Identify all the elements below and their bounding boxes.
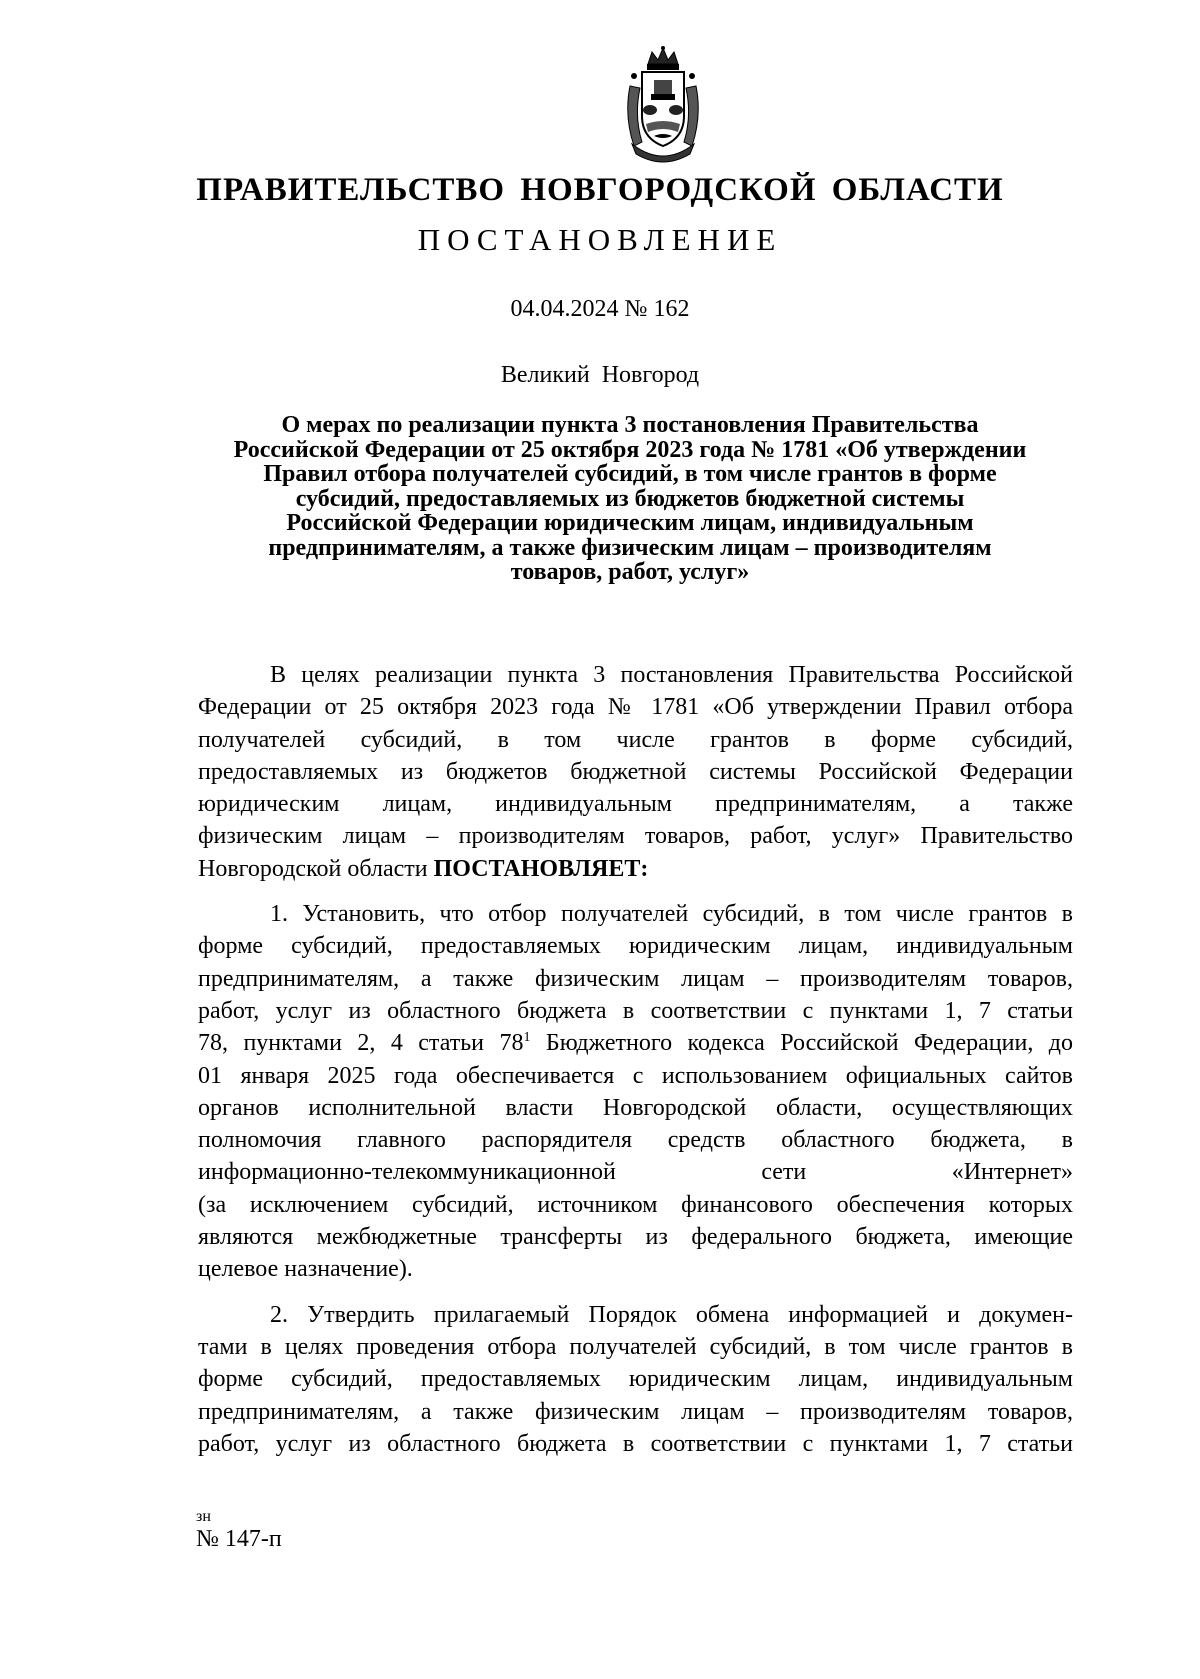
text-line: предпринимателям, а также физическим лицам – производителям товаров, xyxy=(198,965,1073,992)
text-line: работ, услуг из областного бюджета в соответствии с пунктами 1, 7 статьи xyxy=(198,1430,1073,1457)
text-line: предоставляемых из бюджетов бюджетной системы Российской Федерации xyxy=(198,758,1073,785)
text-line: форме субсидий, предоставляемых юридическим лицам, индивидуальным xyxy=(198,933,1073,960)
text-line: В целях реализации пункта 3 постановления Правительства Российской xyxy=(270,662,1073,688)
text-line: работ, услуг из областного бюджета в соответствии с пунктами 1, 7 статьи xyxy=(198,997,1073,1024)
item-1-paragraph xyxy=(198,898,1073,1286)
text-line: информационно-телекоммуникационной сети «Интернет» xyxy=(198,1159,1073,1186)
text-fragment: 78, пунктами 2, 4 статьи 78 xyxy=(198,1030,524,1057)
text-line xyxy=(198,1027,1073,1059)
heading-line: Российской Федерации юридическим лицам, индивидуальным xyxy=(286,510,974,536)
text-line: полномочия главного распорядителя средств областного бюджета, в xyxy=(198,1127,1073,1154)
decree-keyword: ПОСТАНОВЛЯЕТ: xyxy=(433,855,649,882)
text-line: (за исключением субсидий, источником финансового обеспечения которых xyxy=(198,1191,1073,1218)
text-line: 01 января 2025 года обеспечивается с использованием официальных сайтов xyxy=(198,1062,1073,1089)
text-line: тами в целях проведения отбора получателей субсидий, в том числе грантов в xyxy=(198,1333,1073,1360)
document-type: ПОСТАНОВЛЕНИЕ xyxy=(417,222,783,257)
text-line: форме субсидий, предоставляемых юридическим лицам, индивидуальным xyxy=(198,1366,1073,1393)
document-heading xyxy=(190,413,1070,585)
text-line: юридическим лицам, индивидуальным предпринимателям, а также xyxy=(198,791,1073,818)
text-line: предпринимателям, а также физическим лицам – производителям товаров, xyxy=(198,1398,1073,1425)
organization-title: ПРАВИТЕЛЬСТВО НОВГОРОДСКОЙ ОБЛАСТИ xyxy=(196,172,1004,208)
superscript: 1 xyxy=(523,1030,531,1046)
footer-number: № 147-п xyxy=(196,1526,282,1552)
document-city: Великий Новгород xyxy=(500,362,700,388)
text-line: физическим лицам – производителям товаров, работ, услуг» Правительство xyxy=(198,823,1073,850)
text-fragment: Бюджетного кодекса Российской Федерации, до xyxy=(530,1030,1073,1057)
text-line: целевое назначение). xyxy=(198,1256,413,1283)
text-line: Федерации от 25 октября 2023 года № 1781 «Об утверждении Правил отбора xyxy=(198,694,1073,721)
heading-line: предпринимателям, а также физическим лицам – производителям xyxy=(268,534,992,561)
preamble-last-text: Новгородской области xyxy=(198,855,434,882)
preamble-paragraph xyxy=(198,659,1073,885)
text-line: получателей субсидий, в том числе грантов в форме субсидий, xyxy=(198,726,1073,753)
text-line: 2. Утвердить прилагаемый Порядок обмена информацией и докумен- xyxy=(270,1301,1073,1328)
heading-line: товаров, работ, услуг» xyxy=(510,559,750,585)
document-body xyxy=(198,659,1073,1460)
text-line: 1. Установить, что отбор получателей субсидий, в том числе грантов в xyxy=(270,901,1073,928)
heading-line: О мерах по реализации пункта 3 постановления Правительства xyxy=(281,412,979,438)
novgorod-coat-of-arms-icon xyxy=(620,46,706,164)
item-2-paragraph xyxy=(198,1299,1073,1460)
text-line xyxy=(198,853,1073,885)
document-date-number: 04.04.2024 № 162 xyxy=(510,296,690,322)
heading-line: Российской Федерации от 25 октября 2023 года № 1781 «Об утверждении xyxy=(233,436,1027,463)
footer-code: зн xyxy=(196,1508,211,1525)
text-line: органов исполнительной власти Новгородской области, осуществляющих xyxy=(198,1094,1073,1121)
text-line: являются межбюджетные трансферты из федерального бюджета, имеющие xyxy=(198,1224,1073,1251)
heading-line: Правил отбора получателей субсидий, в том числе грантов в форме xyxy=(263,461,997,487)
heading-line: субсидий, предоставляемых из бюджетов бюджетной системы xyxy=(295,485,965,512)
